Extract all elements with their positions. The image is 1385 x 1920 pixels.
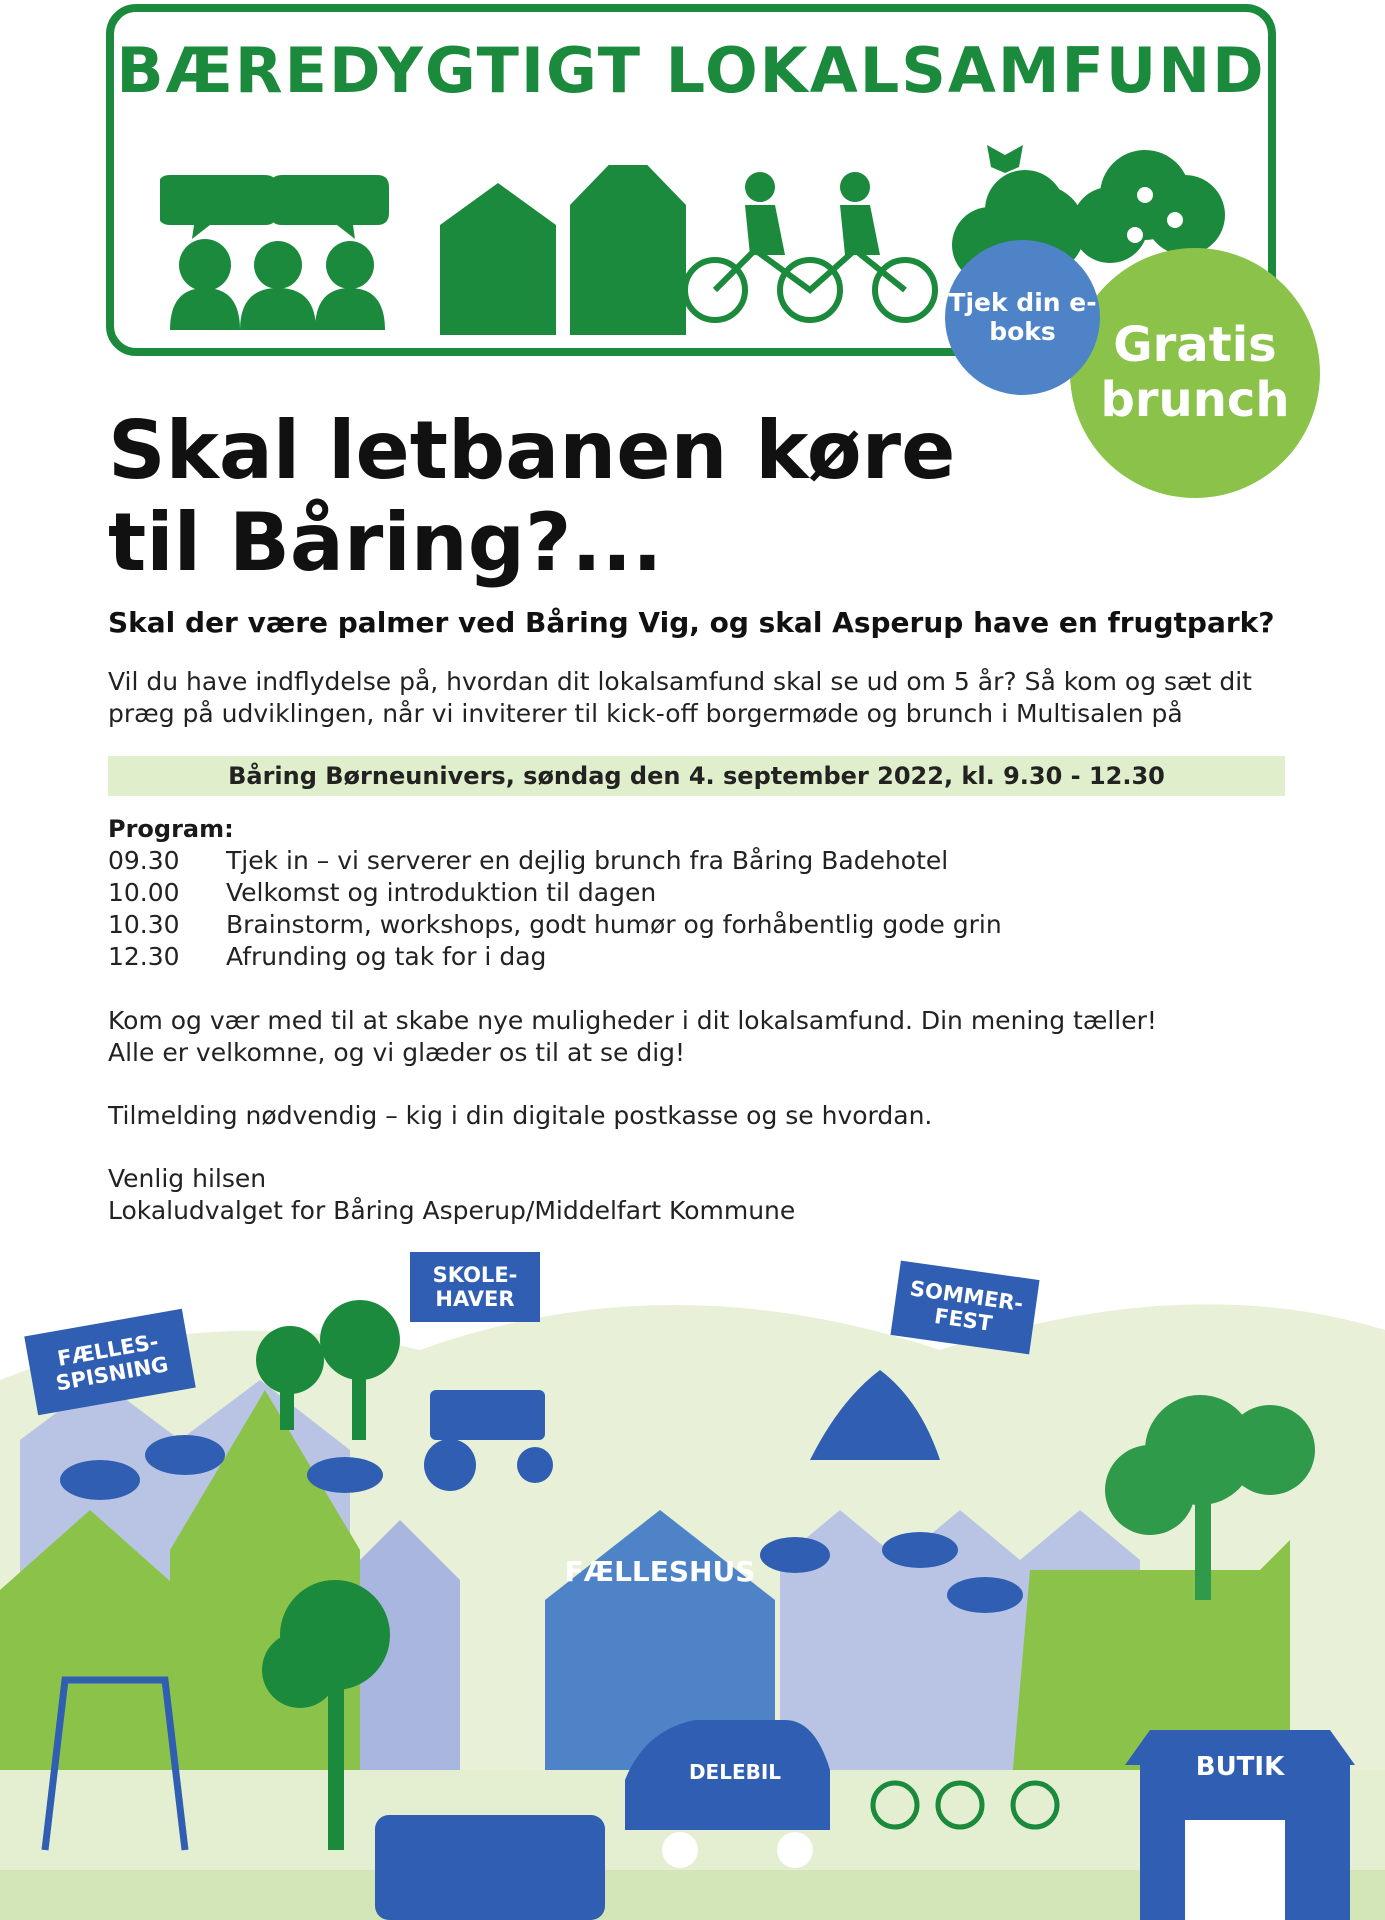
intro-paragraph: Vil du have indflydelse på, hvordan dit lokalsamfund skal se ud om 5 år? Så kom og sæt dit præg på udviklingen, når vi inviterer til kick-off borgermøde og brunch i Multisalen på [108,667,1252,728]
program-item: 12.30 Afrunding og tak for i dag [108,942,547,971]
houses-icon [440,165,686,335]
sommerfest-sign: SOMMER-FEST [890,1261,1039,1355]
program-item: 10.00 Velkomst og introduktion til dagen [108,878,657,907]
closing-line-1: Kom og vær med til at skabe nye muligheder i dit lokalsamfund. Din mening tæller! [108,1006,1157,1035]
subheadline: Skal der være palmer ved Båring Vig, og skal Asperup have en frugtpark? [108,606,1275,639]
gratis-brunch-badge: Gratis brunch [1070,248,1320,498]
skolehaver-sign: SKOLE-HAVER [410,1252,540,1322]
delebil-label: DELEBIL [688,1760,782,1784]
tjek-eboks-badge: Tjek din e-boks [945,240,1100,395]
closing-line-2: Alle er velkomne, og vi glæder os til at se dig! [108,1038,686,1067]
faellesspisning-sign: FÆLLES-SPISNING [24,1309,195,1416]
registration-note: Tilmelding nødvendig – kig i din digitale postkasse og se hvordan. [108,1101,933,1130]
page-title: Skal letbanen køre til Båring?... [108,404,956,589]
program-item: 09.30 Tjek in – vi serverer en dejlig brunch fra Båring Badehotel [108,846,949,875]
bus-icon [375,1815,605,1920]
signature: Lokaludvalget for Båring Asperup/Middelfart Kommune [108,1196,796,1225]
header-title: BÆREDYGTIGT LOKALSAMFUND [116,34,1266,107]
greeting: Venlig hilsen [108,1164,267,1193]
event-details-bar: Båring Børneunivers, søndag den 4. september 2022, kl. 9.30 - 12.30 [108,756,1285,796]
program-item: 10.30 Brainstorm, workshops, godt humør og forhåbentlig gode grin [108,910,1002,939]
butik-label: BUTIK [1195,1752,1285,1782]
tandem-bike-icon [685,250,935,320]
program-title: Program: [108,815,234,843]
header-icons [160,165,1060,340]
faelleshus-label: FÆLLESHUS [564,1555,756,1588]
people-talking-icon [160,175,389,330]
